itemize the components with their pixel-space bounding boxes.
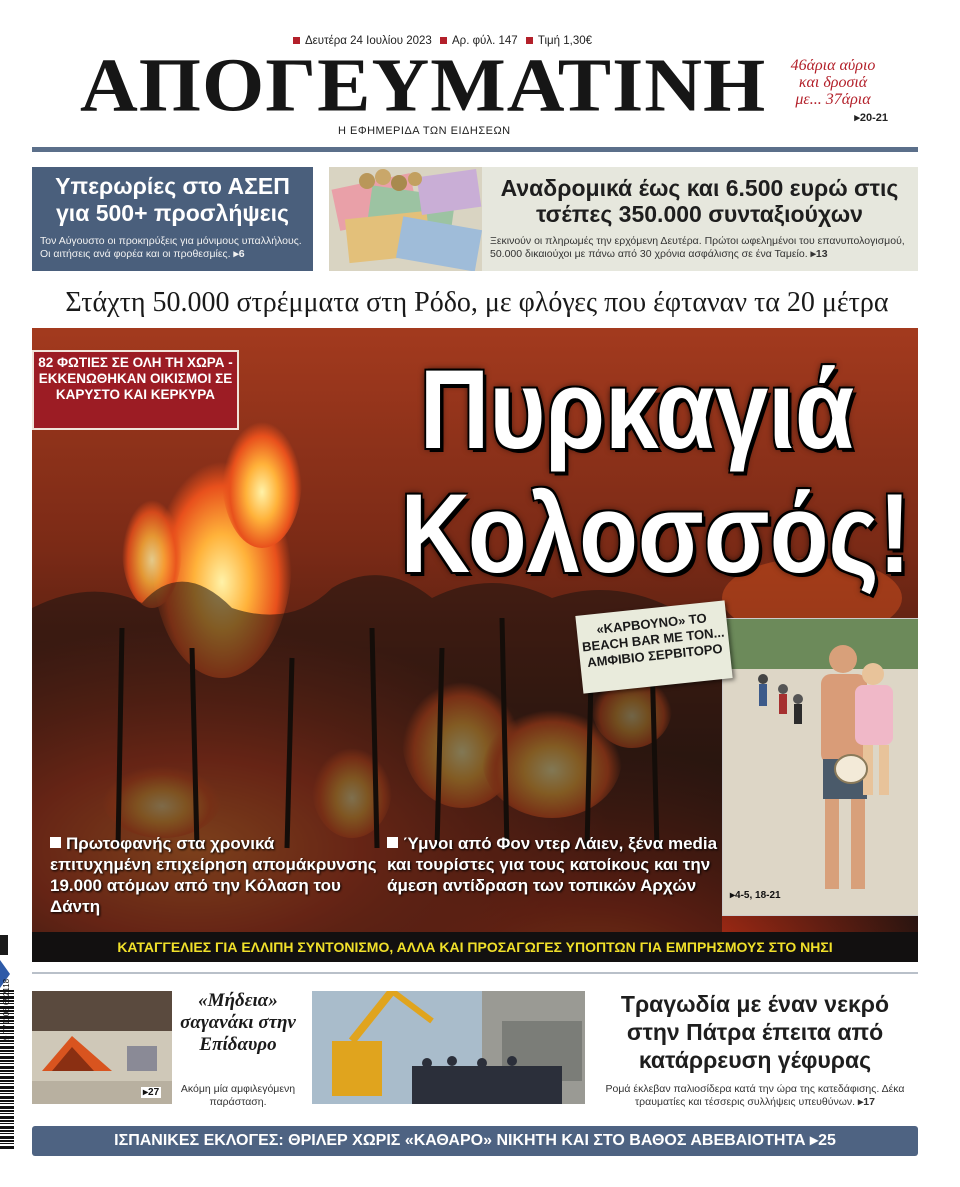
banknotes-image (329, 167, 482, 271)
square-bullet-icon (526, 37, 533, 44)
evacuation-inset-photo[interactable] (722, 618, 918, 916)
issue-number: Αρ. φύλ. 147 (452, 35, 518, 47)
newspaper-title: ΑΠΟΓΕΥΜΑΤΙΝΗ (80, 44, 767, 128)
pension-headline: Αναδρομικά έως και 6.500 ευρώ στις τσέπες 350.000 συνταξιούχων (500, 175, 899, 227)
page-reference: ▸27 (143, 1087, 160, 1098)
fires-count-box: 82 ΦΩΤΙΕΣ ΣΕ ΟΛΗ ΤΗ ΧΩΡΑ - ΕΚΚΕΝΩΘΗΚΑΝ ΟΙΚΙΣΜΟΙ ΣΕ ΚΑΡΥΣΤΟ ΚΑΙ ΚΕΡΚΥΡΑ (32, 350, 239, 430)
barcode-number: 9 771108 652118 (2, 978, 11, 1040)
bridge-collapse-photo[interactable] (312, 991, 585, 1104)
page-reference: 6 (238, 248, 245, 260)
pension-summary: Ξεκινούν οι πληρωμές την ερχόμενη Δευτέρα. Πρώτοι ωφελημένοι του επανυπολογισμού, 50.000 δικαιούχοι με πάνω από 30 χρόνια ασφάλισης σε ένα Ταμείο. ▸13 (490, 235, 905, 260)
weather-line: και δροσιά (798, 74, 868, 91)
edge-mark (0, 935, 8, 955)
medea-summary: Ακόμη μία αμφιλεγόμενη παράσταση. (180, 1083, 296, 1108)
square-bullet-icon (440, 37, 447, 44)
patra-headline[interactable]: Τραγωδία με έναν νεκρό στην Πάτρα έπειτα από κατάρρευση γέφυρας (620, 991, 890, 1073)
masthead-divider (32, 147, 918, 152)
weather-line: 46άρια αύριο (790, 57, 876, 74)
square-bullet-icon (387, 837, 398, 848)
tagline: Η ΕΦΗΜΕΡΙΔΑ ΤΩΝ ΕΙΔΗΣΕΩΝ (338, 125, 511, 137)
square-bullet-icon (50, 837, 61, 848)
weather-line: με... 37άρια (795, 91, 871, 108)
page-reference: 25 (818, 1132, 836, 1149)
medea-headline[interactable]: «Μήδεια» σαγανάκι στην Επίδαυρο (180, 990, 296, 1055)
asep-headline: Υπερωρίες στο ΑΣΕΠ για 500+ προσλήψεις (55, 173, 290, 226)
patra-summary: Ρομά έκλεβαν παλιοσίδερα κατά την ώρα της κατεδάφισης. Δέκα τραυματίες και τέσσερις συλλήψεις υπευθύνων. ▸17 (605, 1083, 905, 1108)
square-bullet-icon (293, 37, 300, 44)
page-reference: 13 (815, 248, 828, 260)
page-reference: 17 (863, 1096, 875, 1108)
issue-date: Δευτέρα 24 Ιουλίου 2023 (305, 35, 432, 47)
asep-summary: Τον Αύγουστο οι προκηρύξεις για μόνιμους υπαλλήλους. Οι αιτήσεις ανά φορέα και οι προθεσμίες. ▸6 (40, 235, 302, 260)
page-reference: ▸20-21 (854, 112, 888, 124)
wildfire-photo[interactable] (32, 328, 918, 962)
page-reference: ▸4-5, 18-21 (730, 890, 781, 901)
bullet-evacuation: Πρωτοφανής στα χρονικά επιτυχημένη επιχείρηση απομάκρυνσης 19.000 ατόμων από την Κόλαση του Δάντη (50, 834, 377, 916)
pension-teaser[interactable] (329, 167, 918, 271)
section-divider (32, 972, 918, 974)
beach-bar-callout[interactable]: «ΚΑΡΒΟΥΝΟ» ΤΟ BEACH BAR ΜΕ ΤΟΝ... ΑΜΦΙΒΙΟ ΣΕΡΒΙΤΟΡΟ (575, 600, 732, 693)
weather-teaser[interactable] (778, 57, 888, 127)
complaints-banner[interactable]: ΚΑΤΑΓΓΕΛΙΕΣ ΓΙΑ ΕΛΛΙΠΗ ΣΥΝΤΟΝΙΣΜΟ, ΑΛΛΑ ΚΑΙ ΠΡΟΣΑΓΩΓΕΣ ΥΠΟΠΤΩΝ ΓΙΑ ΕΜΠΡΗΣΜΟΥΣ ΣΤΟ ΝΗΣΙ (32, 932, 918, 962)
main-subheadline[interactable]: Στάχτη 50.000 στρέμματα στη Ρόδο, με φλόγες που έφταναν τα 20 μέτρα (65, 287, 889, 318)
issue-price: Τιμή 1,30€ (537, 35, 593, 47)
asep-teaser[interactable] (32, 167, 313, 271)
main-headline: Πυρκαγιά Κολοσσός! (400, 347, 911, 596)
bullet-praise: Ύμνοι από Φον ντερ Λάιεν, ξένα media και τουρίστες για τους κατοίκους και την άμεση αντίδραση των τοπικών Αρχών (387, 834, 718, 895)
spain-elections-banner[interactable]: ΙΣΠΑΝΙΚΕΣ ΕΚΛΟΓΕΣ: ΘΡΙΛΕΡ ΧΩΡΙΣ «ΚΑΘΑΡΟ» ΝΙΚΗΤΗ ΚΑΙ ΣΤΟ ΒΑΘΟΣ ΑΒΕΒΑΙΟΤΗΤΑ ▸25 (32, 1126, 918, 1156)
